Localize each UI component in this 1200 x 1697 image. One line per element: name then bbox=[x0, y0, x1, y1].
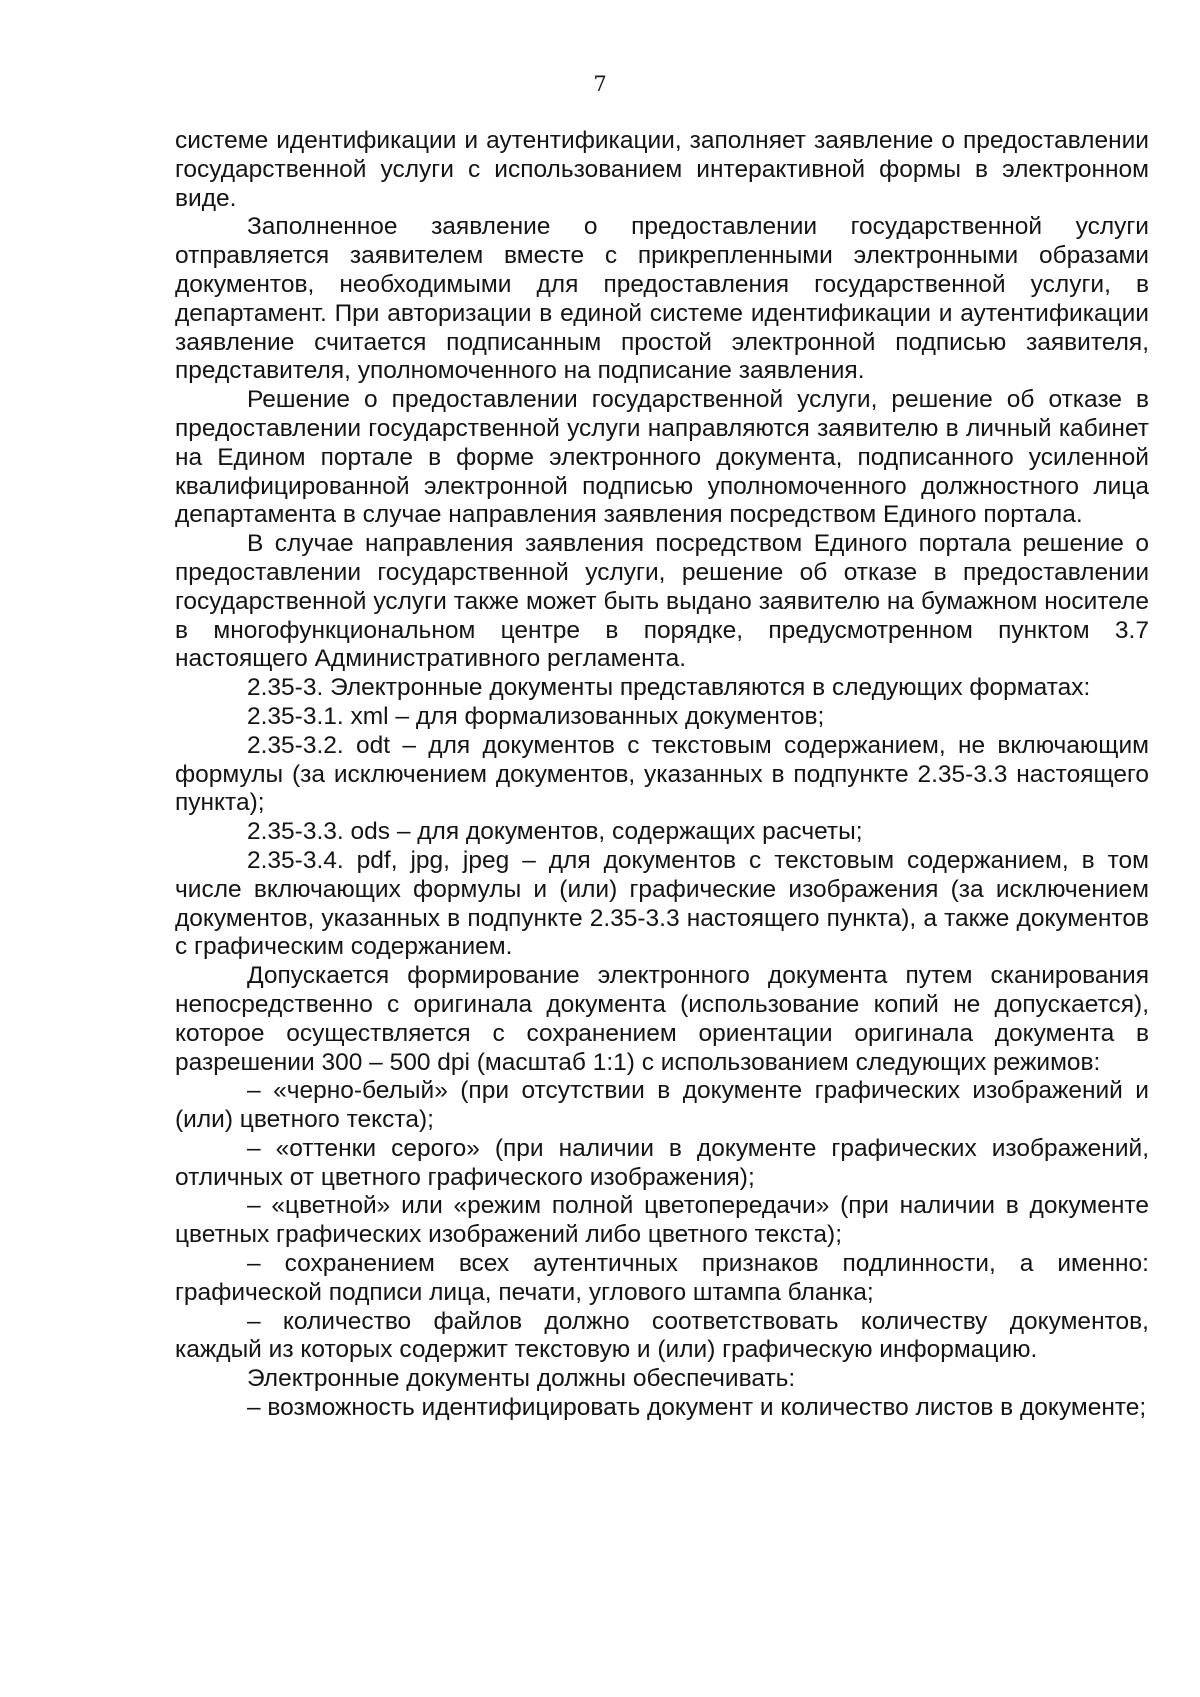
list-item-authenticity: – сохранением всех аутентичных признаков подлинности, а именно: графической подписи лица, печати, углового штампа бланка; bbox=[175, 1250, 1149, 1306]
paragraph-paper-copy: В случае направления заявления посредством Единого портала решение о предоставлении государственной услуги, решение об отказе в предоставлении государственной услуги также может быть выдано заявителю на бумажном носителе в многофункциональном центре в порядке, предусмотренном пунктом 3.7 настоящего Административного регламента. bbox=[175, 530, 1149, 673]
list-item-black-white: – «черно-белый» (при отсутствии в документе графических изображений и (или) цветного текста); bbox=[175, 1077, 1149, 1134]
paragraph-format-ods: 2.35-3.3. ods – для документов, содержащих расчеты; bbox=[247, 818, 863, 846]
paragraph-formats-heading: 2.35-3. Электронные документы представляются в следующих форматах: bbox=[247, 674, 1091, 702]
paragraph-scanning: Допускается формирование электронного документа путем сканирования непосредственно с оригинала документа (использование копий не допускается), которое осуществляется с сохранением ориентации оригинала документа в разрешении 300 – 500 dpi (масштаб 1:1) с использованием следующих режимов: bbox=[175, 962, 1149, 1076]
list-item-color: – «цветной» или «режим полной цветопередачи» (при наличии в документе цветных графических изображений либо цветного текста); bbox=[175, 1192, 1149, 1249]
list-item-grayscale: – «оттенки серого» (при наличии в документе графических изображений, отличных от цветного графического изображения); bbox=[175, 1134, 1149, 1191]
paragraph-continuation: системе идентификации и аутентификации, заполняет заявление о предоставлении государственной услуги с использованием интерактивной формы в электронном виде. bbox=[175, 127, 1149, 212]
paragraph-requirements-heading: Электронные документы должны обеспечивать: bbox=[247, 1365, 796, 1393]
paragraph-format-xml: 2.35-3.1. xml – для формализованных документов; bbox=[247, 702, 825, 730]
paragraph-decision-delivery: Решение о предоставлении государственной услуги, решение об отказе в предоставлении государственной услуги направляются заявителю в личный кабинет на Едином портале в форме электронного документа, подписанного усиленной квалифицированной электронной подписью уполномоченного должностного лица департамента в случае направления заявления посредством Единого портала. bbox=[175, 386, 1149, 529]
list-item-file-count: – количество файлов должно соответствовать количеству документов, каждый из которых содержит текстовую и (или) графическую информацию. bbox=[175, 1307, 1149, 1364]
paragraph-format-pdf: 2.35-3.4. pdf, jpg, jpeg – для документов с текстовым содержанием, в том числе включающих формулы и (или) графические изображения (за исключением документов, указанных в подпункте 2.35-3.3 настоящего пункта), а также документов с графическим содержанием. bbox=[175, 846, 1149, 961]
paragraph-application-submission: Заполненное заявление о предоставлении государственной услуги отправляется заявителем вместе с прикрепленными электронными образами документов, необходимыми для предоставления государственной услуги, в департамент. При авторизации в единой системе идентификации и аутентификации заявление считается подписанным простой электронной подписью заявителя, представителя, уполномоченного на подписание заявления. bbox=[175, 213, 1149, 385]
document-body bbox=[175, 127, 1149, 1423]
list-item-identify-document: – возможность идентифицировать документ и количество листов в документе; bbox=[247, 1394, 1147, 1422]
paragraph-format-odt: 2.35-3.2. odt – для документов с текстовым содержанием, не включающим формулы (за исключением документов, указанных в подпункте 2.35-3.3 настоящего пункта); bbox=[175, 731, 1149, 817]
page-number: 7 bbox=[593, 72, 607, 96]
